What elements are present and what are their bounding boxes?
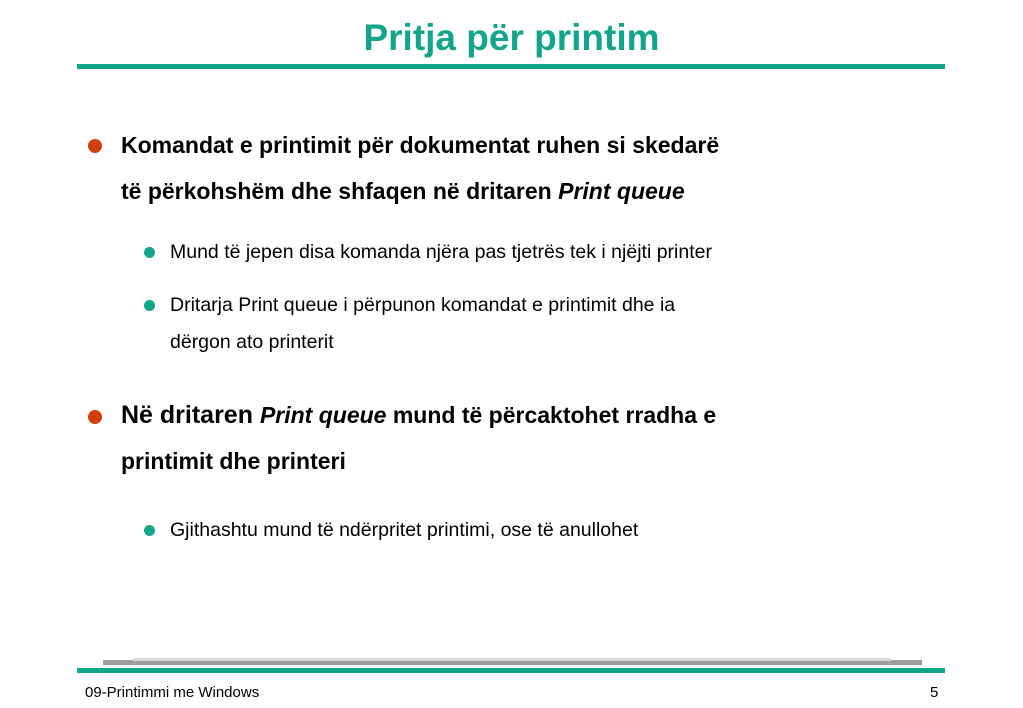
subbullet-1-2-text [170,287,910,361]
bullet-1-line-2 [121,168,921,214]
bullet-2-marker [88,410,102,424]
footer-divider [77,668,945,673]
slide-number: 5 [930,684,939,701]
bullet-1-line-2-plain: të përkohshëm dhe shfaqen në dritaren [121,178,559,204]
bullet-2-text [121,392,921,484]
slide-title: Pritja për printim [363,17,660,58]
bullet-1-line-1: Komandat e printimit për dokumentat ruhen si skedarë [121,132,720,158]
subbullet-1-2-line-2: dërgon ato printerit [170,331,334,353]
footer-course-title: 09-Printimmi me Windows [85,684,260,701]
bullet-2-line-1-italic: Print queue [259,402,387,428]
bullet-1-line-2-italic: Print queue [558,178,685,204]
bullet-1-marker [88,139,102,153]
footer-divider-highlight [133,658,891,661]
bullet-2-line-2: printimit dhe printeri [121,448,346,474]
subbullet-1-1-marker [144,247,155,258]
bullet-2-line-1-rest: mund të përcaktohet rradha e [386,402,717,428]
bullet-2-line-1-plain: Në dritaren [121,401,260,429]
subbullet-1-1-text: Mund të jepen disa komanda njëra pas tjetrës tek i njëjti printer [170,241,712,263]
bullet-2-line-1 [121,392,921,438]
subbullet-2-1-text: Gjithashtu mund të ndërpritet printimi, ose të anullohet [170,519,639,541]
subbullet-1-2-marker [144,300,155,311]
bullet-1-text [121,122,921,214]
subbullet-2-1-marker [144,525,155,536]
subbullet-1-2-line-1: Dritarja Print queue i përpunon komandat e printimit dhe ia [170,294,676,316]
title-divider [77,64,945,69]
